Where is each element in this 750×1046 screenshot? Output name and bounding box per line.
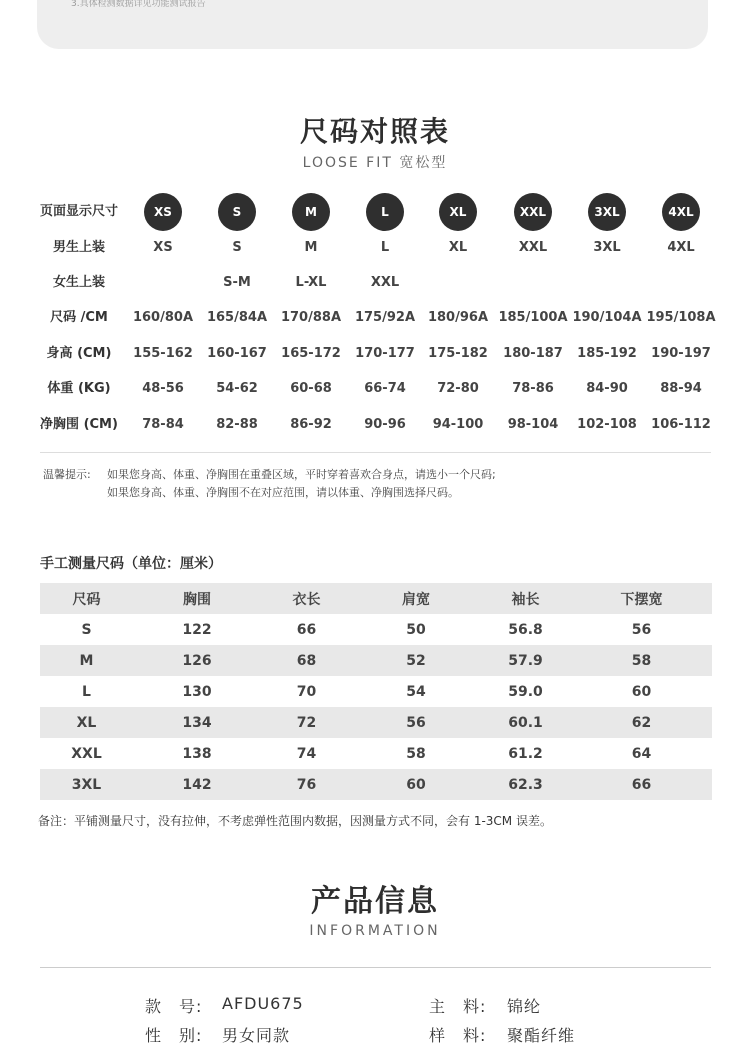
size-chart-title: 尺码对照表 xyxy=(299,115,450,148)
table-cell: 72 xyxy=(296,714,317,731)
info-key-gender: 性 别: xyxy=(145,1026,203,1045)
size-cell: XXL xyxy=(370,275,400,290)
header-cell: 尺码 xyxy=(72,591,101,608)
size-cell: 98-104 xyxy=(507,417,559,432)
info-key-style-no: 款 号: xyxy=(145,997,203,1016)
table-cell: XL xyxy=(76,714,97,731)
header-cell: 衣长 xyxy=(292,591,321,608)
info-value-main-material: 锦纶 xyxy=(507,997,542,1016)
size-badge: M xyxy=(292,193,330,231)
header-cell: 肩宽 xyxy=(402,591,430,608)
table-cell: M xyxy=(79,652,94,669)
table-cell: 70 xyxy=(296,683,317,700)
size-row-label: 体重 (KG) xyxy=(47,381,111,396)
previous-section-card xyxy=(37,0,708,49)
info-key-main-material: 主 料: xyxy=(429,997,487,1016)
size-cell: 82-88 xyxy=(216,417,258,432)
size-cell: 54-62 xyxy=(216,381,258,396)
size-row xyxy=(0,371,750,407)
size-badge: L xyxy=(366,193,404,231)
table-row xyxy=(40,676,712,707)
size-badge: S xyxy=(218,193,256,231)
size-cell: 160-167 xyxy=(207,346,267,361)
size-row xyxy=(0,230,750,266)
tip-line-2: 如果您身高、体重、净胸围不在对应范围，请以体重、净胸围选择尺码。 xyxy=(107,486,459,499)
table-cell: 66 xyxy=(296,621,317,638)
size-cell: 165-172 xyxy=(281,346,341,361)
table-cell: 56 xyxy=(406,714,426,731)
table-cell: 60 xyxy=(406,776,426,793)
size-cell: 170-177 xyxy=(355,346,415,361)
table-cell: 64 xyxy=(631,745,652,762)
size-row xyxy=(0,300,750,336)
size-cell: 66-74 xyxy=(364,381,406,396)
size-cell: 180/96A xyxy=(427,310,489,325)
size-cell: 106-112 xyxy=(651,417,711,432)
size-row-label: 男生上装 xyxy=(52,240,105,255)
info-key-sample-material: 样 料: xyxy=(429,1026,487,1045)
product-info-divider xyxy=(40,967,711,968)
size-cell: 84-90 xyxy=(586,381,628,396)
size-chart-subtitle: LOOSE FIT 宽松型 xyxy=(302,155,448,171)
size-row xyxy=(0,336,750,372)
table-cell: 74 xyxy=(296,745,317,762)
table-row xyxy=(40,614,712,645)
size-cell: 180-187 xyxy=(503,346,563,361)
table-cell: 52 xyxy=(406,652,426,669)
table-cell: 56 xyxy=(631,621,652,638)
tip-label: 温馨提示: xyxy=(43,468,91,481)
table-cell: 57.9 xyxy=(508,652,543,669)
size-row-label: 净胸围 (CM) xyxy=(40,417,118,432)
table-row xyxy=(40,645,712,676)
info-value-style-no: AFDU675 xyxy=(222,994,304,1013)
measure-table-title: 手工测量尺码（单位：厘米） xyxy=(40,556,222,572)
size-badge: XL xyxy=(439,193,477,231)
size-row xyxy=(0,194,750,230)
size-cell: 4XL xyxy=(667,240,695,255)
table-cell: 122 xyxy=(182,621,212,638)
size-cell: S-M xyxy=(223,275,251,290)
size-cell: 155-162 xyxy=(133,346,193,361)
size-cell: XXL xyxy=(518,240,548,255)
product-info-subtitle: INFORMATION xyxy=(309,923,441,939)
table-row xyxy=(40,769,712,800)
size-cell: 190-197 xyxy=(651,346,711,361)
table-cell: 130 xyxy=(182,683,212,700)
size-badge: 3XL xyxy=(588,193,626,231)
table-cell: 54 xyxy=(406,683,426,700)
table-cell: S xyxy=(81,621,92,638)
size-cell: 175-182 xyxy=(428,346,488,361)
table-cell: 60 xyxy=(631,683,652,700)
size-cell: XL xyxy=(448,240,468,255)
size-row-label: 页面显示尺寸 xyxy=(39,204,118,219)
size-cell: 78-86 xyxy=(512,381,554,396)
size-cell: 72-80 xyxy=(437,381,479,396)
table-cell: 62.3 xyxy=(508,776,543,793)
table-cell: 61.2 xyxy=(508,745,543,762)
size-cell: 60-68 xyxy=(290,381,332,396)
info-value-gender: 男女同款 xyxy=(222,1026,291,1045)
divider xyxy=(40,452,711,453)
size-badge: XXL xyxy=(514,193,552,231)
measure-table-header xyxy=(40,583,712,614)
header-cell: 胸围 xyxy=(183,591,211,608)
measure-note: 备注：平铺测量尺寸，没有拉伸，不考虑弹性范围内数据，因测量方式不同，会有 1-3CM 误差。 xyxy=(38,814,552,828)
size-cell: 78-84 xyxy=(142,417,184,432)
table-cell: 58 xyxy=(406,745,426,762)
size-row-label: 尺码 /CM xyxy=(50,310,108,325)
size-cell: 88-94 xyxy=(660,381,702,396)
table-cell: L xyxy=(82,683,91,700)
size-cell: 48-56 xyxy=(142,381,184,396)
size-row-label: 身高 (CM) xyxy=(46,346,112,361)
table-cell: 60.1 xyxy=(508,714,543,731)
info-value-sample-material: 聚酯纤维 xyxy=(507,1026,576,1045)
size-row xyxy=(0,265,750,301)
table-cell: 56.8 xyxy=(508,621,543,638)
size-cell: 86-92 xyxy=(290,417,332,432)
measure-table xyxy=(40,583,712,800)
product-info-title: 产品信息 xyxy=(311,884,439,919)
table-cell: 68 xyxy=(296,652,317,669)
size-cell: 185/100A xyxy=(498,310,568,325)
table-cell: 62 xyxy=(631,714,652,731)
header-cell: 下摆宽 xyxy=(620,591,663,608)
size-cell: 175/92A xyxy=(354,310,416,325)
table-cell: 76 xyxy=(296,776,317,793)
table-cell: 59.0 xyxy=(508,683,543,700)
table-cell: 3XL xyxy=(71,776,102,793)
table-cell: 126 xyxy=(182,652,212,669)
size-cell: 3XL xyxy=(593,240,621,255)
size-row xyxy=(0,407,750,443)
size-cell: M xyxy=(304,240,318,255)
size-cell: 195/108A xyxy=(646,310,716,325)
table-row xyxy=(40,707,712,738)
size-cell: 102-108 xyxy=(577,417,637,432)
table-cell: 66 xyxy=(631,776,652,793)
previous-section-note: 3.具体检测数据详见功能测试报告 xyxy=(71,0,206,9)
table-row xyxy=(40,738,712,769)
size-row-label: 女生上装 xyxy=(52,275,105,290)
size-cell: 90-96 xyxy=(364,417,406,432)
size-cell: XS xyxy=(153,240,173,255)
table-cell: 138 xyxy=(182,745,212,762)
table-cell: XXL xyxy=(71,745,102,762)
size-cell: 94-100 xyxy=(432,417,484,432)
size-cell: 190/104A xyxy=(572,310,642,325)
table-cell: 134 xyxy=(182,714,212,731)
table-cell: 142 xyxy=(182,776,212,793)
size-cell: S xyxy=(232,240,242,255)
table-cell: 50 xyxy=(406,621,426,638)
size-badge: XS xyxy=(144,193,182,231)
size-badge: 4XL xyxy=(662,193,700,231)
size-cell: 160/80A xyxy=(132,310,194,325)
header-cell: 袖长 xyxy=(511,591,540,608)
table-cell: 58 xyxy=(631,652,652,669)
size-cell: L xyxy=(380,240,390,255)
tip-line-1: 如果您身高、体重、净胸围在重叠区域，平时穿着喜欢合身点，请选小一个尺码; xyxy=(107,468,496,481)
size-cell: 185-192 xyxy=(577,346,637,361)
size-cell: 170/88A xyxy=(280,310,342,325)
size-cell: L-XL xyxy=(295,275,327,290)
size-cell: 165/84A xyxy=(206,310,268,325)
